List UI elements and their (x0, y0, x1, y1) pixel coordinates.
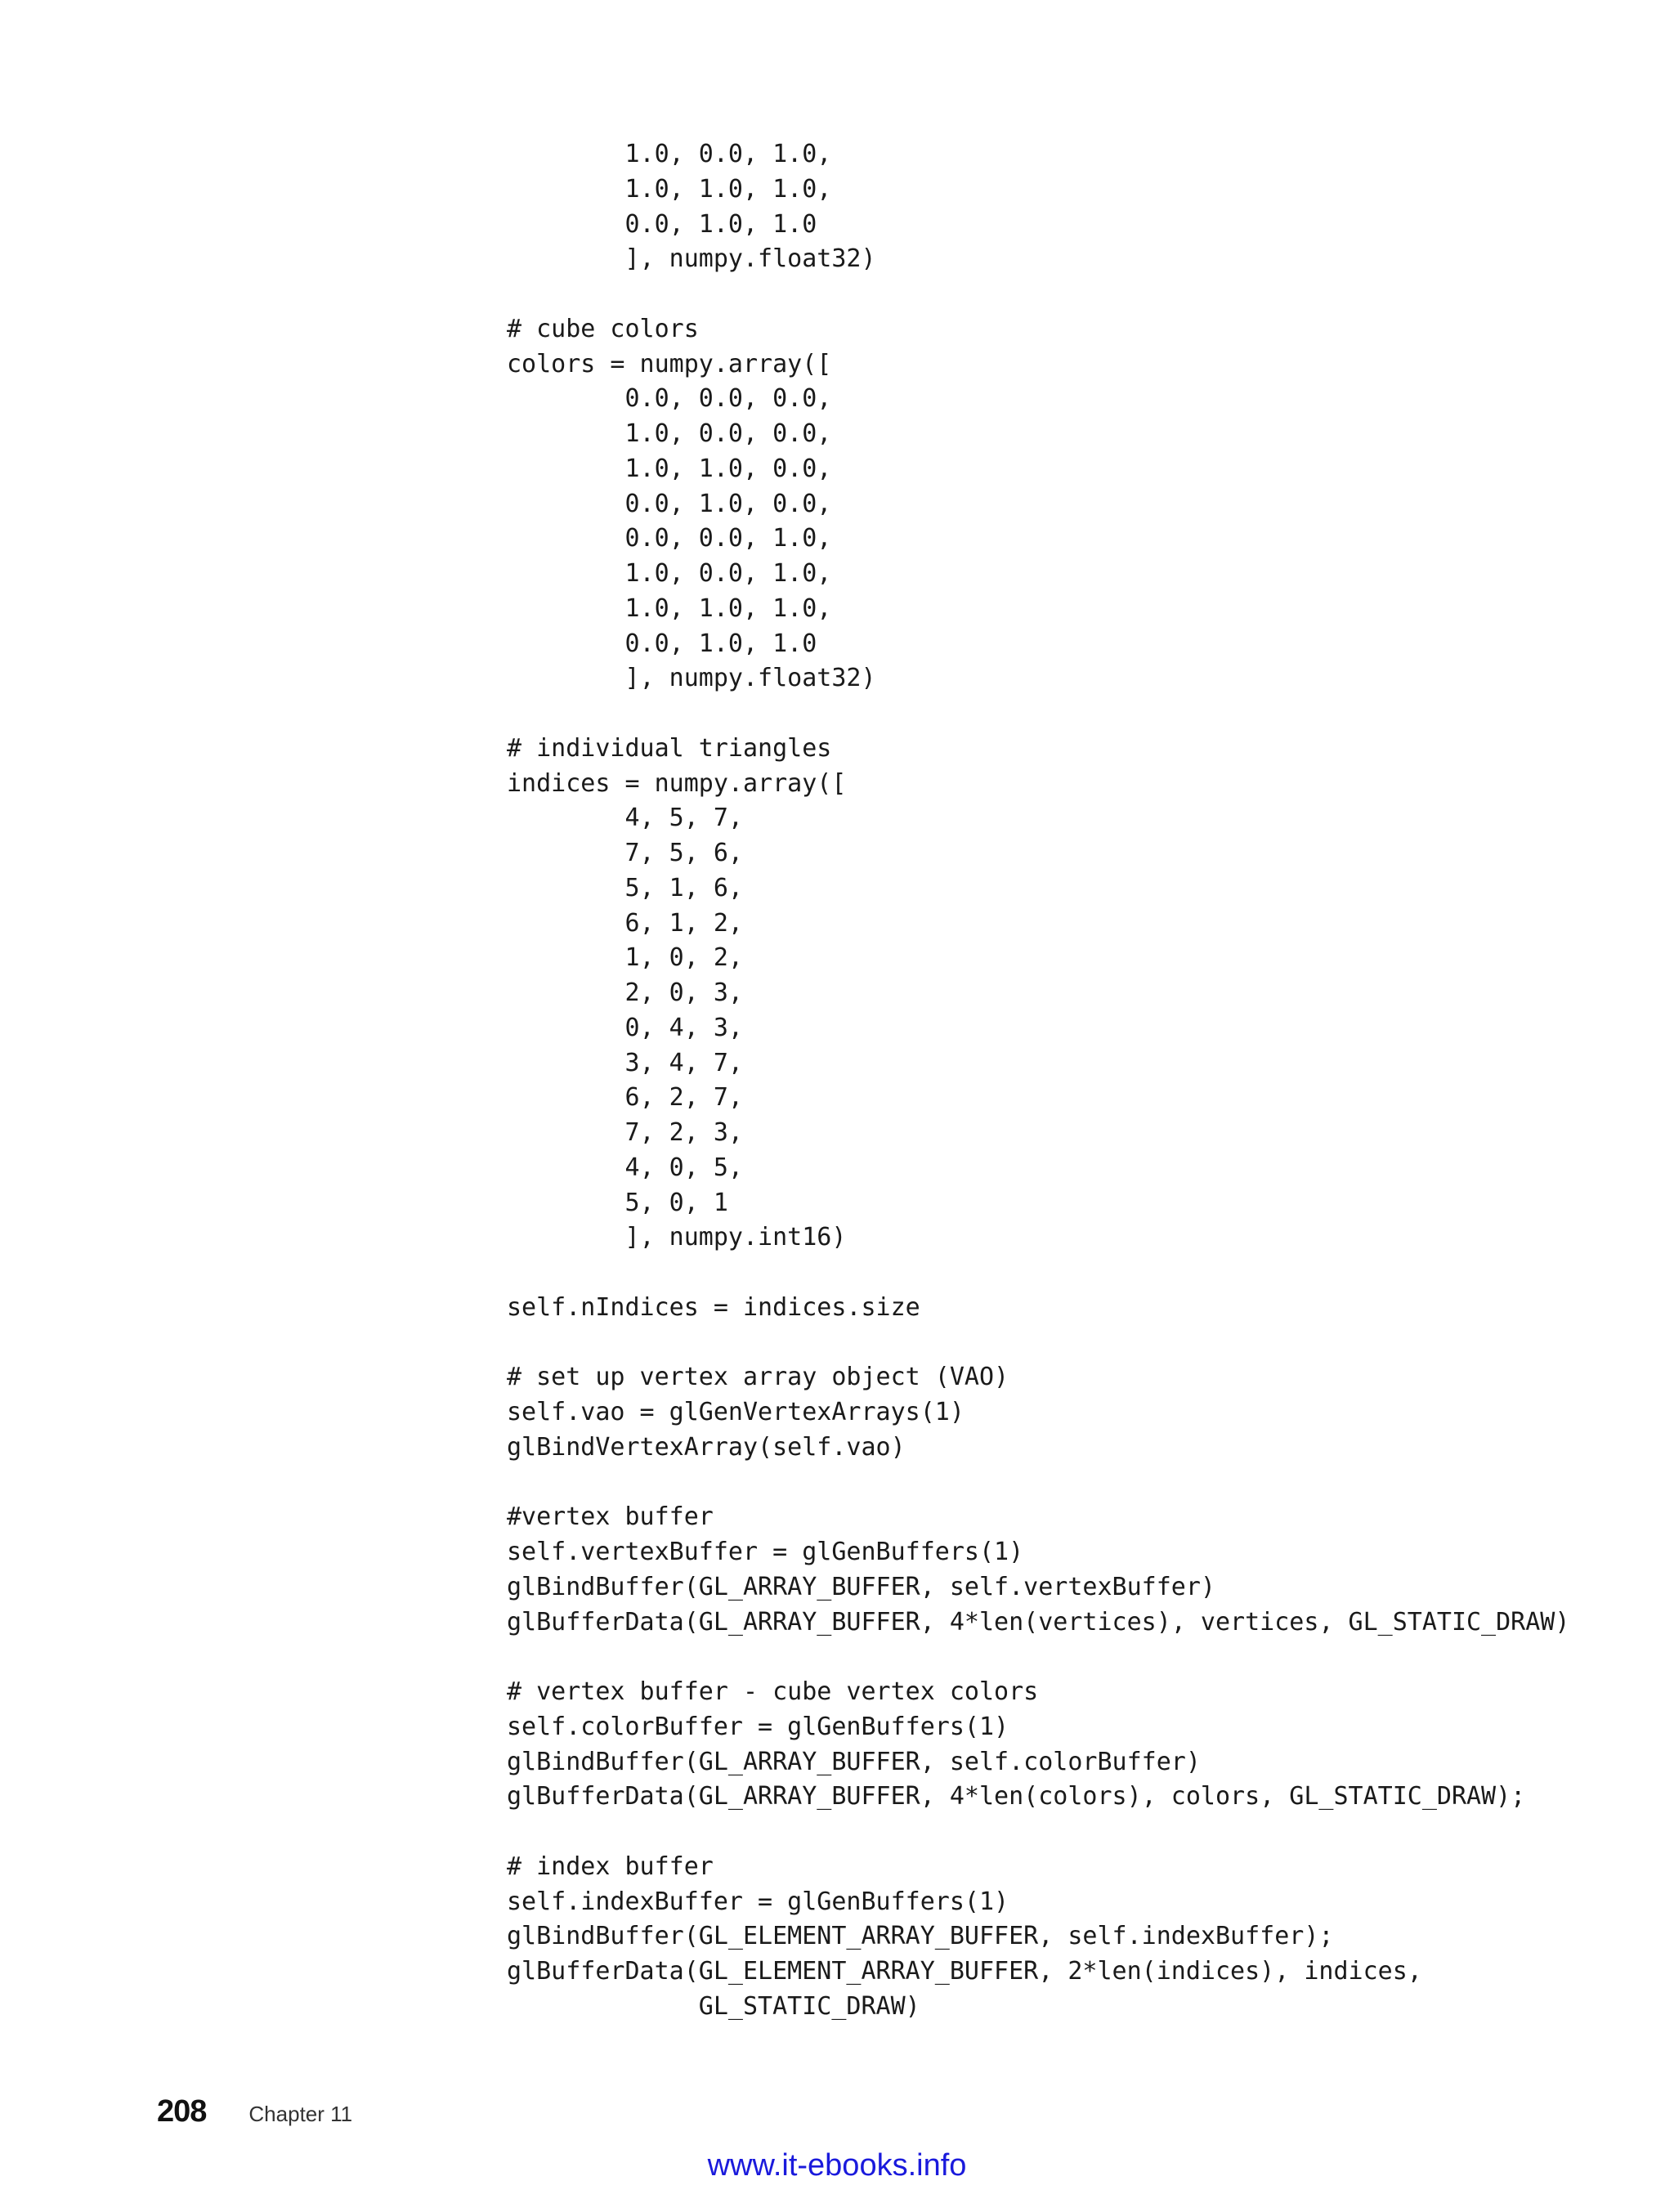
page-footer (157, 2094, 352, 2137)
code-line (507, 1326, 1569, 1361)
code-line: 1.0, 1.0, 1.0, (507, 174, 832, 204)
code-line: # cube colors (507, 314, 699, 343)
code-line: # index buffer (507, 1852, 714, 1881)
code-line (507, 1815, 1569, 1850)
code-line: glBufferData(GL_ELEMENT_ARRAY_BUFFER, 2*len(indices), indices, (507, 1957, 1422, 1986)
code-line: 0.0, 0.0, 1.0, (507, 524, 832, 553)
code-line: 6, 2, 7, (507, 1083, 743, 1113)
code-line: 0.0, 1.0, 0.0, (507, 489, 832, 518)
code-line (507, 277, 1569, 312)
code-line: self.indexBuffer = glGenBuffers(1) (507, 1887, 1009, 1916)
code-line: # vertex buffer - cube vertex colors (507, 1677, 1039, 1706)
chapter-label: Chapter 11 (248, 2102, 353, 2126)
code-line: 5, 1, 6, (507, 873, 743, 902)
code-line (507, 1640, 1569, 1675)
code-line: glBufferData(GL_ARRAY_BUFFER, 4*len(colors), colors, GL_STATIC_DRAW); (507, 1782, 1526, 1811)
code-line: self.nIndices = indices.size (507, 1292, 920, 1322)
code-line: # individual triangles (507, 733, 832, 763)
code-line: 6, 1, 2, (507, 908, 743, 938)
code-line: indices = numpy.array([ (507, 768, 847, 798)
code-line: 7, 2, 3, (507, 1118, 743, 1147)
code-line (507, 1256, 1569, 1291)
code-listing (507, 137, 1569, 2025)
code-line: glBindBuffer(GL_ARRAY_BUFFER, self.colorBuffer) (507, 1747, 1201, 1776)
code-line: 2, 0, 3, (507, 978, 743, 1007)
code-line: 1.0, 0.0, 0.0, (507, 419, 832, 448)
code-line: ], numpy.float32) (507, 244, 876, 274)
code-line: 4, 0, 5, (507, 1153, 743, 1182)
code-line: 1.0, 1.0, 0.0, (507, 454, 832, 483)
code-line: 1.0, 0.0, 1.0, (507, 140, 832, 168)
code-line: ], numpy.int16) (507, 1223, 847, 1252)
code-line: 0.0, 0.0, 0.0, (507, 384, 832, 414)
code-line: self.colorBuffer = glGenBuffers(1) (507, 1712, 1009, 1741)
code-line: GL_STATIC_DRAW) (507, 1991, 920, 2021)
code-line: 0.0, 1.0, 1.0 (507, 209, 817, 239)
code-line: colors = numpy.array([ (507, 349, 832, 378)
code-line: 0, 4, 3, (507, 1013, 743, 1042)
code-line: 7, 5, 6, (507, 839, 743, 867)
code-line: self.vao = glGenVertexArrays(1) (507, 1398, 965, 1426)
code-line: 4, 5, 7, (507, 804, 743, 833)
code-line: 0.0, 1.0, 1.0 (507, 629, 817, 658)
code-line: glBindBuffer(GL_ARRAY_BUFFER, self.vertexBuffer) (507, 1572, 1215, 1601)
page-number: 208 (157, 2094, 207, 2129)
source-link[interactable]: www.it-ebooks.info (707, 2148, 967, 2183)
code-line: glBindBuffer(GL_ELEMENT_ARRAY_BUFFER, self.indexBuffer); (507, 1922, 1334, 1951)
code-line: 1, 0, 2, (507, 943, 743, 973)
code-line: 1.0, 0.0, 1.0, (507, 559, 832, 588)
code-line: ], numpy.float32) (507, 664, 876, 693)
code-line: 3, 4, 7, (507, 1048, 743, 1077)
code-line: 1.0, 1.0, 1.0, (507, 593, 832, 623)
code-line: glBufferData(GL_ARRAY_BUFFER, 4*len(vertices), vertices, GL_STATIC_DRAW) (507, 1607, 1570, 1637)
code-line (507, 1466, 1569, 1501)
code-line: # set up vertex array object (VAO) (507, 1363, 1009, 1392)
code-line: #vertex buffer (507, 1502, 714, 1532)
code-line: 5, 0, 1 (507, 1188, 728, 1217)
code-line: self.vertexBuffer = glGenBuffers(1) (507, 1538, 1024, 1566)
code-line (507, 696, 1569, 732)
code-line: glBindVertexArray(self.vao) (507, 1432, 906, 1462)
